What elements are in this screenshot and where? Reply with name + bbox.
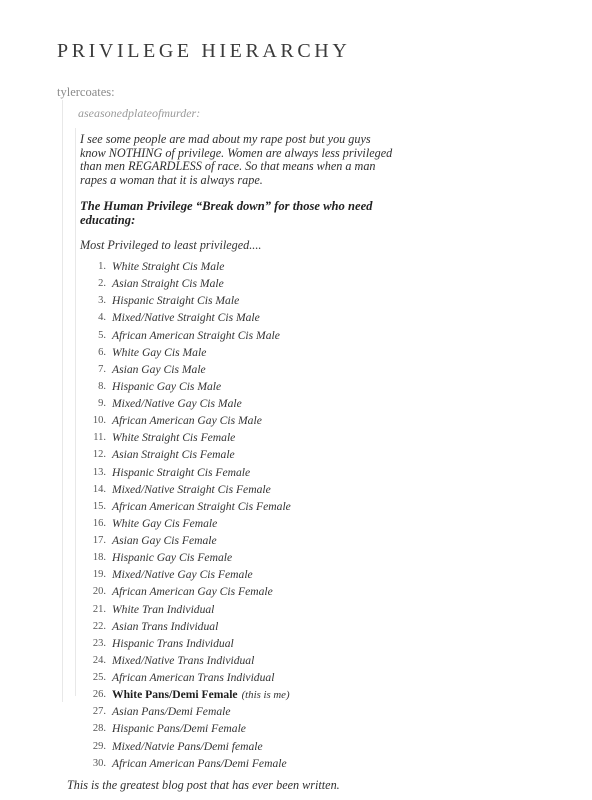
list-item-number: 11. bbox=[93, 432, 106, 444]
list-subheading: Most Privileged to least privileged.... bbox=[80, 238, 262, 252]
list-item-text: Hispanic Straight Cis Male bbox=[112, 294, 240, 308]
list-item-text-wrap bbox=[112, 515, 217, 532]
list-item-text: White Tran Individual bbox=[112, 602, 215, 616]
list-item-text-wrap bbox=[112, 378, 221, 395]
list-item-text-wrap bbox=[112, 635, 234, 652]
list-item-text: African American Trans Individual bbox=[112, 671, 275, 684]
list-item-text: Asian Straight Cis Female bbox=[112, 448, 235, 462]
list-item-number: 13. bbox=[92, 466, 106, 478]
list-item-text-wrap bbox=[112, 292, 239, 309]
list-item-text: Hispanic Gay Cis Male bbox=[112, 379, 222, 393]
list-item-text: Mixed/Native Trans Individual bbox=[112, 653, 255, 667]
intro-line: rapes a woman that it is always rape. bbox=[80, 172, 263, 187]
list-item-text: African American Straight Cis Female bbox=[112, 499, 291, 513]
list-item-text: Hispanic Pans/Demi Female bbox=[112, 722, 246, 736]
list-item-number: 29. bbox=[92, 740, 106, 752]
list-item-text-wrap bbox=[112, 275, 224, 292]
list-item-text-wrap bbox=[112, 549, 232, 566]
list-item-note: (this is me) bbox=[241, 689, 290, 702]
list-item-text-wrap bbox=[112, 618, 218, 635]
list-item-number: 27. bbox=[92, 706, 106, 718]
list-item-number: 10. bbox=[92, 415, 106, 427]
list-item-number: 4. bbox=[98, 312, 106, 324]
list-item-number: 7. bbox=[98, 363, 106, 375]
list-item-text-wrap bbox=[112, 532, 217, 549]
list-item-number: 18. bbox=[92, 552, 106, 564]
post-title: PRIVILEGE HIERARCHY bbox=[57, 40, 351, 62]
list-item-text: Hispanic Straight Cis Female bbox=[112, 465, 251, 479]
list-item-text: Asian Gay Cis Female bbox=[112, 534, 217, 547]
intro-line: know NOTHING of privilege. Women are always less privileged bbox=[80, 145, 393, 160]
list-item-text: Mixed/Natvie Pans/Demi female bbox=[112, 739, 263, 753]
list-item-text-wrap bbox=[112, 566, 253, 583]
list-item-text: White Gay Cis Male bbox=[112, 345, 207, 359]
list-item-number: 17. bbox=[92, 535, 106, 546]
list-item-text: African American Pans/Demi Female bbox=[112, 756, 287, 770]
list-item-text-wrap bbox=[112, 464, 250, 481]
list-item-text: African American Gay Cis Female bbox=[112, 585, 273, 599]
reblogger-username[interactable]: tylercoates: bbox=[57, 85, 115, 99]
list-item-text: African American Gay Cis Male bbox=[112, 414, 262, 428]
list-item-number: 20. bbox=[92, 586, 106, 598]
list-item-text: Asian Gay Cis Male bbox=[112, 362, 206, 376]
list-item-text-wrap bbox=[112, 583, 273, 600]
list-item-number: 25. bbox=[92, 672, 106, 683]
list-item-text-wrap bbox=[112, 669, 274, 686]
list-item-text: Mixed/Native Straight Cis Male bbox=[112, 311, 260, 325]
list-item-text-wrap bbox=[112, 481, 271, 498]
list-item-number: 14. bbox=[92, 483, 106, 495]
list-item-text-wrap bbox=[112, 652, 254, 669]
list-item-text: White Pans/Demi Female bbox=[112, 688, 238, 702]
list-item-text-wrap bbox=[112, 601, 214, 618]
list-item-number: 28. bbox=[92, 723, 106, 735]
list-item-text-wrap bbox=[112, 361, 206, 378]
list-item-text: Hispanic Trans Individual bbox=[112, 636, 234, 650]
list-item-number: 12. bbox=[92, 449, 106, 461]
reblog-comment: This is the greatest blog post that has ever been written. bbox=[67, 778, 340, 792]
source-username[interactable]: aseasonedplateofmurder: bbox=[78, 106, 201, 120]
list-item-number: 26. bbox=[92, 689, 106, 701]
list-item-number: 2. bbox=[98, 278, 106, 290]
list-item-text: Mixed/Native Straight Cis Female bbox=[112, 482, 271, 496]
list-item-number: 6. bbox=[98, 346, 106, 358]
list-item-text-wrap bbox=[112, 686, 290, 704]
list-item-text: African American Straight Cis Male bbox=[112, 328, 280, 342]
list-item-number: 3. bbox=[98, 295, 106, 307]
list-item-text-wrap bbox=[112, 755, 287, 772]
breakdown-line: educating: bbox=[80, 212, 136, 227]
list-item-text: Asian Pans/Demi Female bbox=[112, 705, 231, 719]
list-item-number: 9. bbox=[98, 398, 106, 409]
list-item-text-wrap bbox=[112, 395, 242, 412]
intro-line: than men REGARDLESS of race. So that means when a man bbox=[80, 159, 376, 173]
list-item-text-wrap bbox=[112, 429, 235, 446]
list-item-text-wrap bbox=[112, 738, 263, 755]
list-item-number: 16. bbox=[92, 517, 106, 529]
list-item-number: 22. bbox=[92, 620, 106, 632]
list-item-text: White Straight Cis Male bbox=[112, 260, 225, 273]
list-item-text-wrap bbox=[112, 703, 231, 720]
list-item-text: White Straight Cis Female bbox=[112, 431, 236, 445]
list-item-text-wrap bbox=[112, 309, 260, 326]
list-item-number: 15. bbox=[92, 500, 106, 512]
list-item-text-wrap bbox=[112, 327, 280, 344]
list-item-text-wrap bbox=[112, 412, 262, 429]
list-item-text-wrap bbox=[112, 720, 246, 737]
list-item-text: Mixed/Native Gay Cis Male bbox=[112, 397, 242, 410]
list-item-number: 23. bbox=[92, 637, 106, 649]
list-item-text-wrap bbox=[112, 446, 235, 463]
list-item-text-wrap bbox=[112, 498, 291, 515]
list-item-number: 19. bbox=[92, 569, 106, 581]
list-item-number: 8. bbox=[98, 380, 106, 392]
intro-line: I see some people are mad about my rape post but you guys bbox=[80, 132, 371, 146]
list-item-number: 21. bbox=[92, 603, 106, 615]
list-item-text: Asian Straight Cis Male bbox=[112, 277, 224, 291]
list-item-text: Asian Trans Individual bbox=[112, 619, 219, 633]
list-item-text: Hispanic Gay Cis Female bbox=[112, 551, 233, 565]
breakdown-heading bbox=[80, 200, 460, 227]
list-item-text: Mixed/Native Gay Cis Female bbox=[112, 568, 253, 582]
breakdown-line: The Human Privilege “Break down” for those who need bbox=[80, 199, 373, 213]
list-item-text-wrap bbox=[112, 258, 224, 275]
list-item-text-wrap bbox=[112, 344, 206, 361]
intro-paragraph bbox=[80, 133, 460, 187]
list-item-number: 24. bbox=[92, 654, 106, 666]
list-item-number: 1. bbox=[98, 261, 106, 272]
list-item-number: 5. bbox=[98, 329, 106, 341]
list-item-number: 30. bbox=[92, 757, 106, 769]
list-item-text: White Gay Cis Female bbox=[112, 516, 218, 530]
